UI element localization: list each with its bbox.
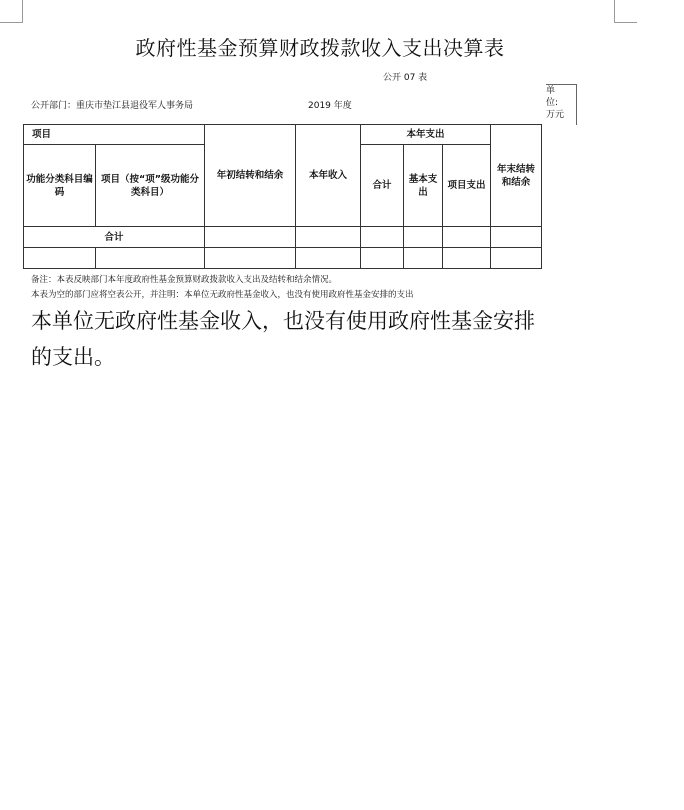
form-number: 公开 07 表 — [383, 73, 428, 83]
budget-table — [23, 124, 542, 269]
table-cell — [205, 248, 296, 269]
year-label: 2019 年度 — [308, 101, 352, 111]
table-cell — [443, 248, 491, 269]
table-cell — [361, 248, 404, 269]
header-basic-expense: 基本支出 — [404, 145, 443, 227]
note-line-2: 本表为空的部门应将空表公开，并注明：本单位无政府性基金收入，也没有使用政府性基金安排的支出 — [31, 290, 414, 300]
header-project-expense: 项目支出 — [443, 145, 491, 227]
no-fund-statement: 本单位无政府性基金收入，也没有使用政府性基金安排的支出。 — [31, 309, 535, 369]
unit-label: 单 位: 万元 — [546, 84, 577, 125]
table-cell — [24, 248, 96, 269]
page-corner-top-left — [0, 0, 23, 23]
total-row-label: 合计 — [24, 227, 205, 248]
note-line-1: 备注：本表反映部门本年度政府性基金预算财政拨款收入支出及结转和结余情况。 — [31, 275, 338, 285]
document-title: 政府性基金预算财政拨款收入支出决算表 — [135, 36, 505, 60]
table-cell — [205, 227, 296, 248]
header-income: 本年收入 — [296, 125, 361, 227]
page-corner-top-right — [614, 0, 637, 23]
header-end-balance: 年末结转和结余 — [491, 125, 542, 227]
table-cell — [491, 248, 542, 269]
table-cell — [404, 227, 443, 248]
table-cell — [361, 227, 404, 248]
table-cell — [96, 248, 205, 269]
table-cell — [491, 227, 542, 248]
header-project-name: 项目（按“项”级功能分类科目） — [96, 145, 205, 227]
table-cell — [443, 227, 491, 248]
table-cell — [296, 248, 361, 269]
header-expense: 本年支出 — [361, 125, 491, 145]
header-expense-total: 合计 — [361, 145, 404, 227]
department-label: 公开部门：重庆市垫江县退役军人事务局 — [31, 101, 194, 111]
table-cell — [296, 227, 361, 248]
header-project: 项目 — [24, 125, 205, 145]
table-row-total — [24, 227, 542, 248]
table-cell — [404, 248, 443, 269]
header-begin-balance: 年初结转和结余 — [205, 125, 296, 227]
table-row — [24, 248, 542, 269]
header-func-code: 功能分类科目编码 — [24, 145, 96, 227]
